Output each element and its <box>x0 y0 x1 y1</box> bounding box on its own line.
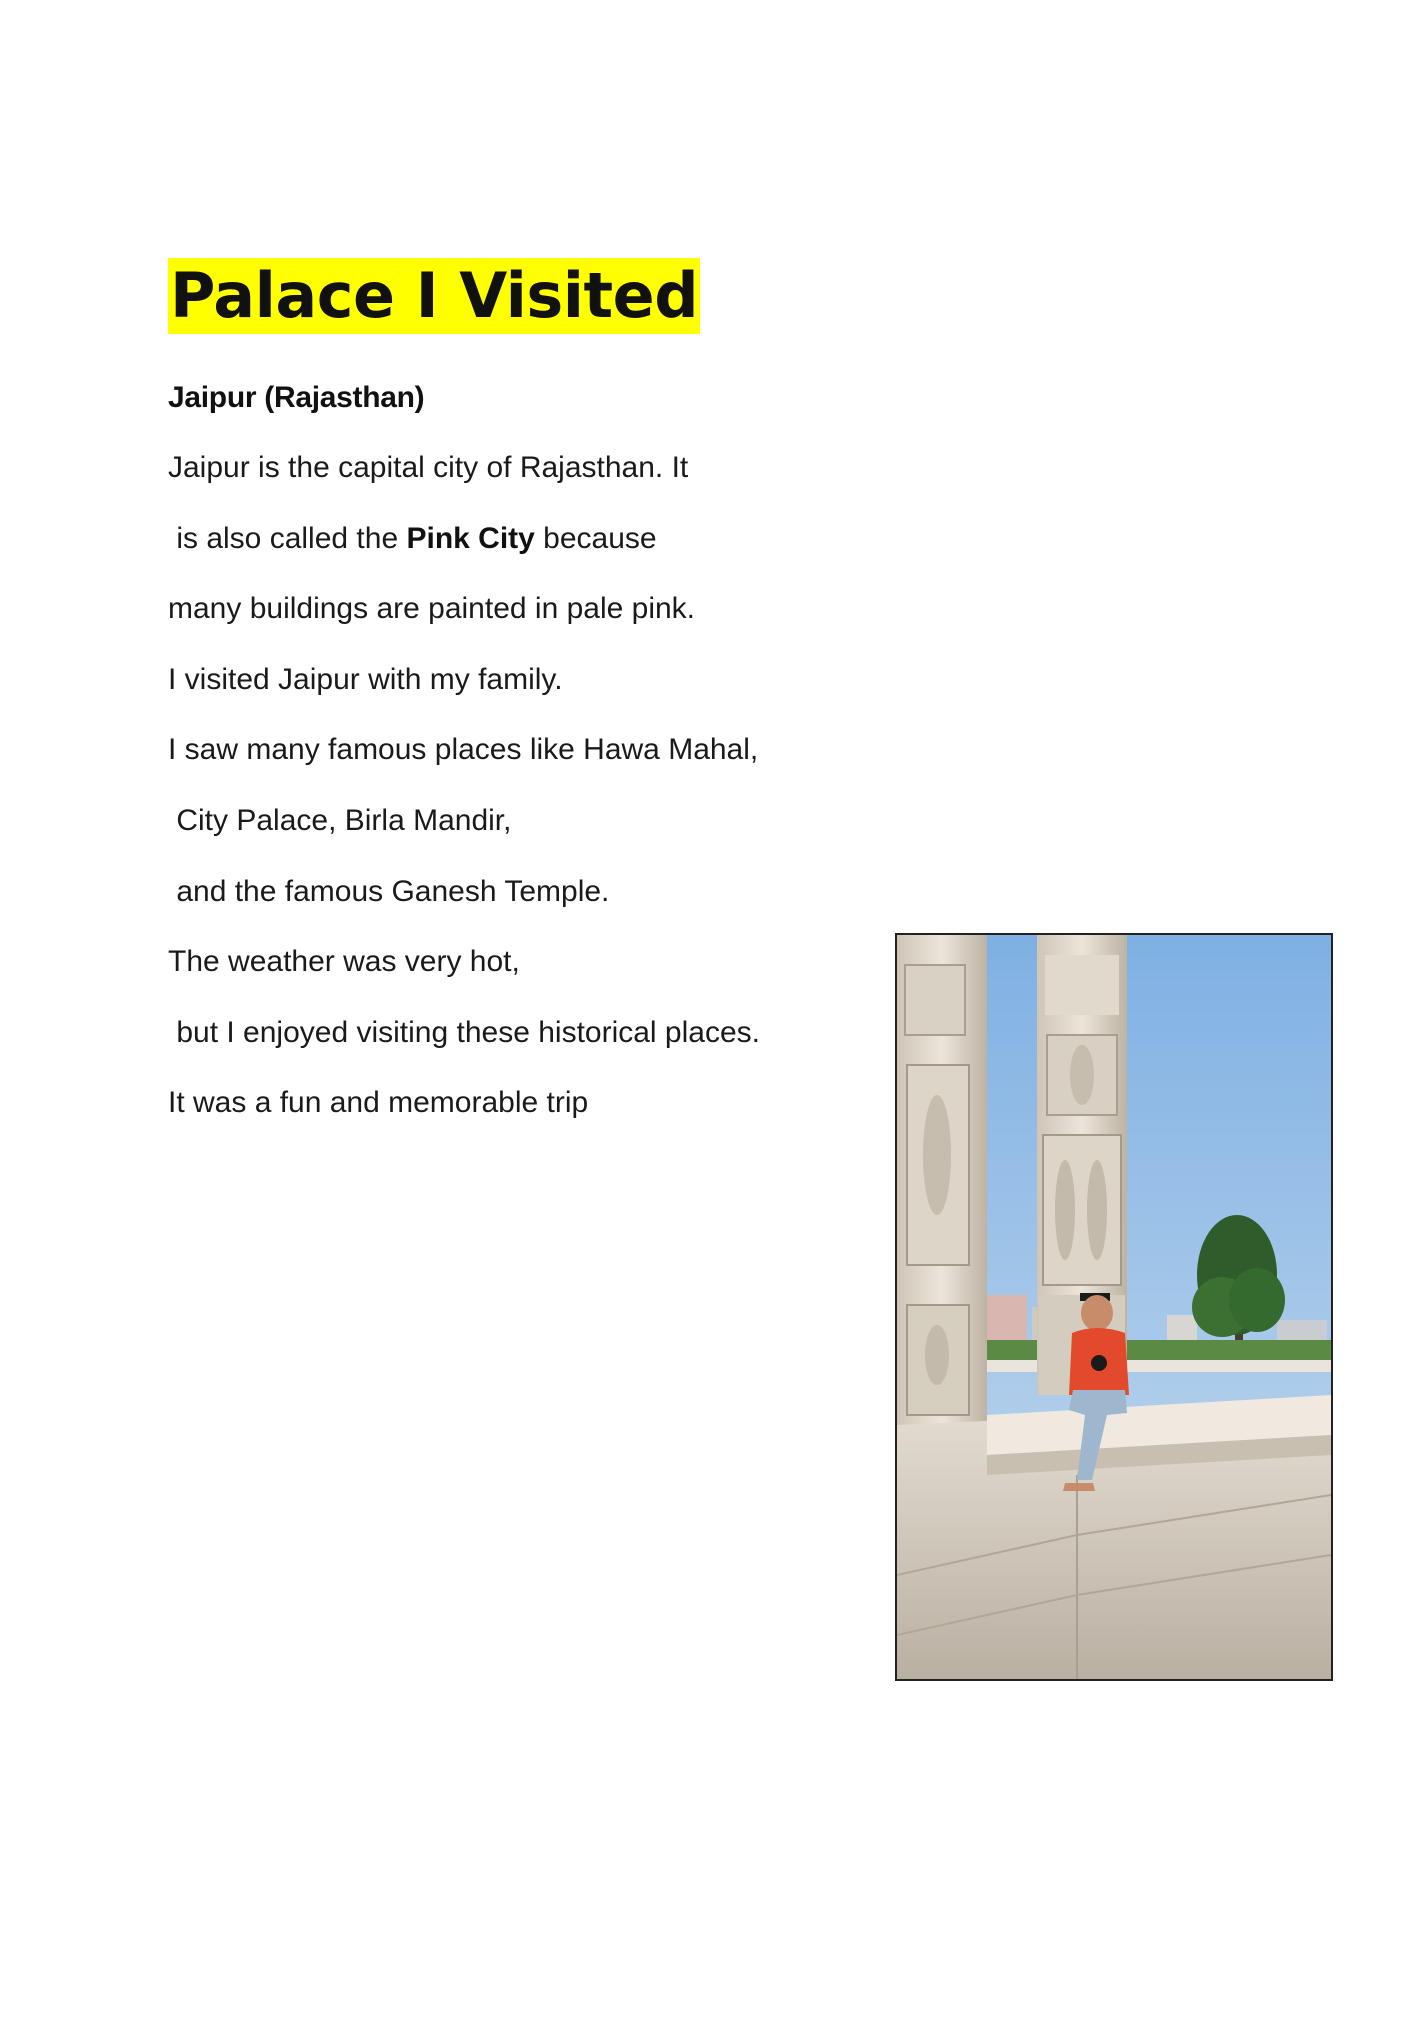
temple-photo-illustration <box>897 935 1331 1679</box>
section-heading: Jaipur (Rajasthan) <box>168 381 425 414</box>
text-line-6: City Palace, Birla Mandir, <box>168 803 512 837</box>
text-line-1: Jaipur is the capital city of Rajasthan. It <box>168 451 689 484</box>
railing <box>967 1360 1331 1372</box>
text-line-7: and the famous Ganesh Temple. <box>168 874 610 908</box>
text-line-3: many buildings are painted in pale pink. <box>168 592 696 626</box>
text-line-9: but I enjoyed visiting these historical places. <box>168 1015 760 1049</box>
text-line-8: The weather was very hot, <box>168 945 520 979</box>
page-title: Palace I Visited <box>170 259 699 332</box>
marble-parapet <box>897 1395 1331 1679</box>
text-line-10: It was a fun and memorable trip <box>168 1086 589 1120</box>
pink-city-emphasis: Pink City <box>406 521 535 555</box>
text-line-4: I visited Jaipur with my family. <box>168 662 563 696</box>
center-pillar <box>1037 935 1127 1395</box>
text-line-2: is also called the Pink City because <box>168 521 657 555</box>
trip-photo <box>895 933 1333 1681</box>
body-text <box>168 448 888 1154</box>
text-line-5: I saw many famous places like Hawa Mahal, <box>168 733 759 767</box>
